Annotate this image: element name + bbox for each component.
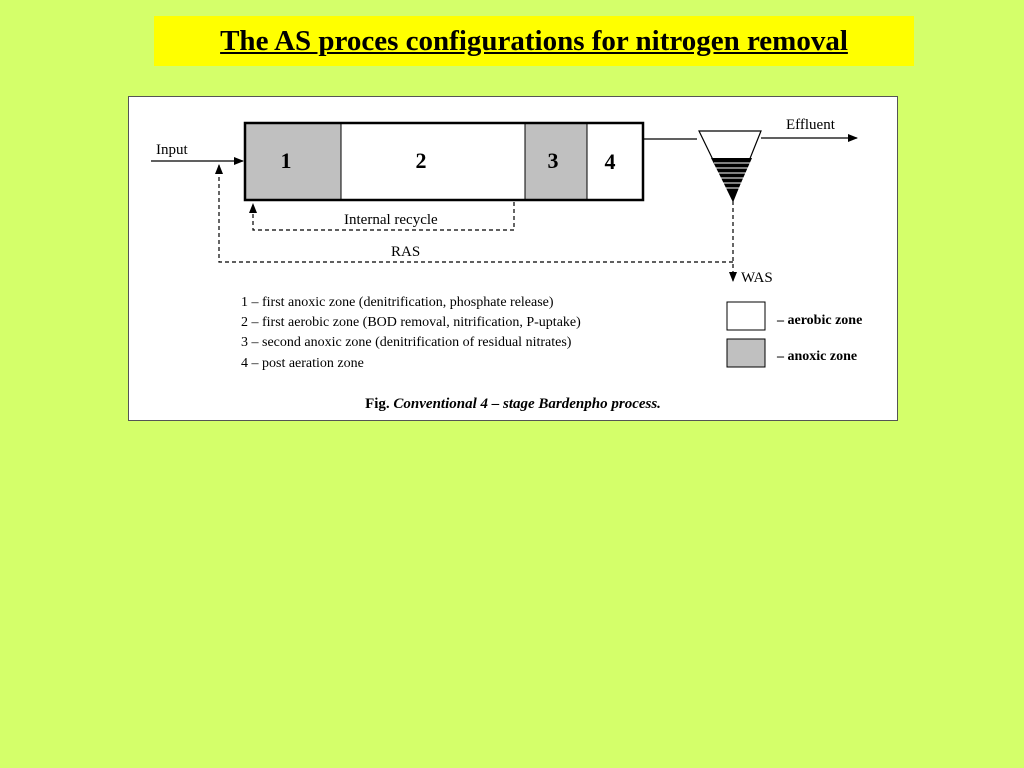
zone-description: 2 – first aerobic zone (BOD removal, nitrification, P-uptake) [241,315,581,330]
was-label: WAS [741,270,773,286]
zone-3-number: 3 [547,148,559,173]
caption-text: Conventional 4 – stage Bardenpho process. [393,396,661,412]
title-banner [154,16,914,66]
zone-1-anoxic [245,123,341,200]
caption-prefix: Fig. [365,396,390,412]
zone-1-number: 1 [280,148,292,173]
legend-aerobic-swatch [727,302,765,330]
zone-description: 1 – first anoxic zone (denitrification, phosphate release) [241,295,554,310]
legend-aerobic-label: – aerobic zone [777,313,863,328]
page-title: The AS proces configurations for nitrogen removal [220,24,848,57]
zone-4-number: 4 [604,149,616,174]
ras-label: RAS [391,244,421,260]
clarifier-icon [699,131,761,201]
legend-anoxic-swatch [727,339,765,367]
zone-2-number: 2 [415,148,427,173]
process-diagram [129,97,897,420]
zone-description: 3 – second anoxic zone (denitrification of residual nitrates) [241,335,572,350]
figure-caption [129,396,897,413]
input-label: Input [156,142,188,158]
bardenpho-figure [128,96,898,421]
zone-2-aerobic [341,123,525,200]
legend-anoxic-label: – anoxic zone [777,349,858,364]
zone-description: 4 – post aeration zone [241,356,364,371]
effluent-label: Effluent [786,117,835,133]
internal-recycle-label: Internal recycle [344,212,438,228]
